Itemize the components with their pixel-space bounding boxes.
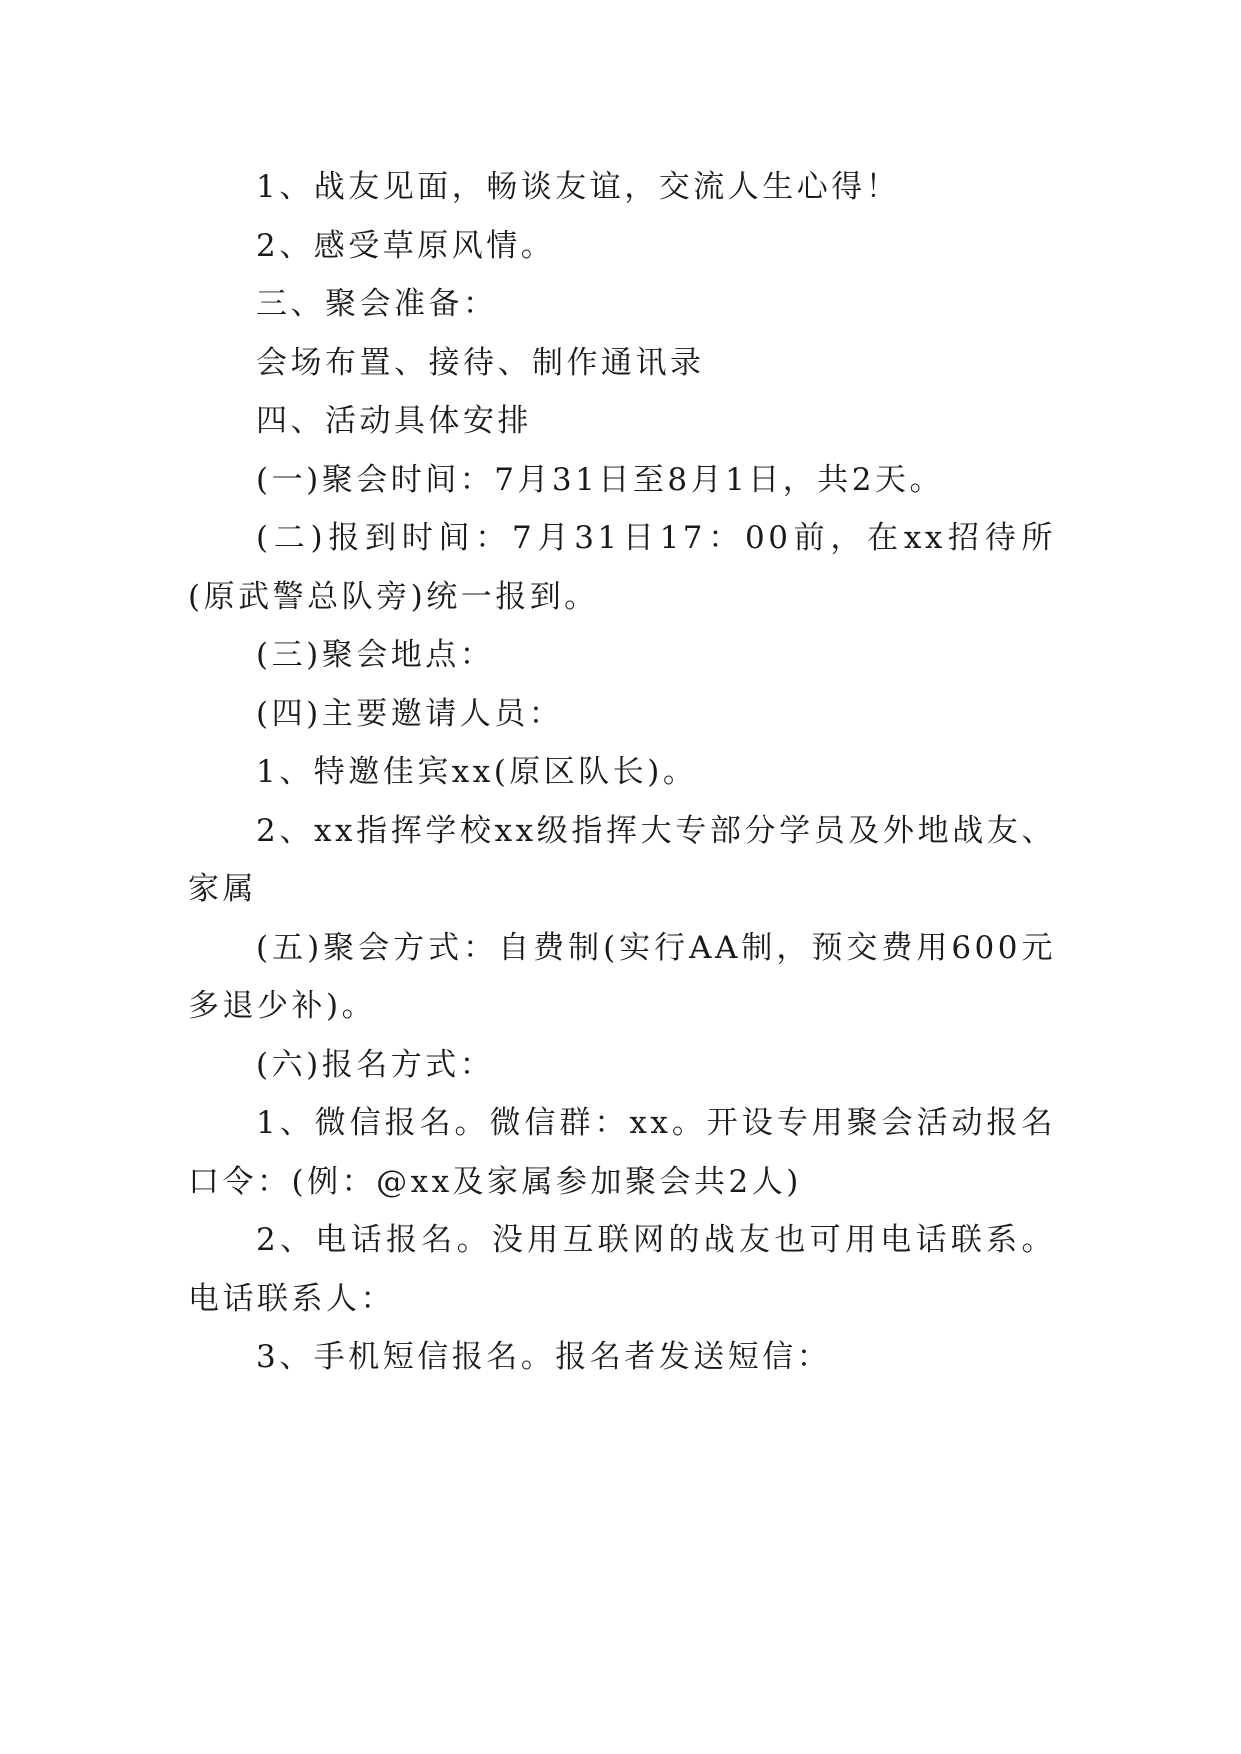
section-heading-schedule: 四、活动具体安排 <box>256 403 532 439</box>
paragraph-reunion-method: (五)聚会方式：自费制(实行AA制，预交费用600元多退少补)。 <box>188 929 1056 1024</box>
paragraph-signup-wechat: 1、微信报名。微信群：xx。开设专用聚会活动报名口令：(例：@xx及家属参加聚会共2人) <box>188 1105 1056 1200</box>
paragraph-goal-2: 2、感受草原风情。 <box>256 227 556 264</box>
paragraph-invitees-heading: (四)主要邀请人员： <box>256 695 564 732</box>
document-body <box>188 158 1056 1387</box>
paragraph-goal-1: 1、战友见面，畅谈友谊，交流人生心得！ <box>256 169 901 205</box>
section-heading-preparation: 三、聚会准备： <box>256 286 498 322</box>
paragraph-reunion-time: (一)聚会时间：7月31日至8月1日，共2天。 <box>256 461 945 498</box>
paragraph-invitee-1: 1、特邀佳宾xx(原区队长)。 <box>256 754 698 790</box>
paragraph-invitee-2: 2、xx指挥学校xx级指挥大专部分学员及外地战友、家属 <box>188 812 1056 907</box>
paragraph-reunion-location: (三)聚会地点： <box>256 637 495 673</box>
paragraph-preparation: 会场布置、接待、制作通讯录 <box>256 344 705 381</box>
paragraph-check-in-time: (二)报到时间：7月31日17：00前，在xx招待所(原武警总队旁)统一报到。 <box>188 520 1056 615</box>
paragraph-signup-heading: (六)报名方式： <box>256 1046 495 1083</box>
paragraph-signup-phone: 2、电话报名。没用互联网的战友也可用电话联系。电话联系人： <box>188 1222 1056 1317</box>
paragraph-signup-sms: 3、手机短信报名。报名者发送短信： <box>256 1339 832 1375</box>
